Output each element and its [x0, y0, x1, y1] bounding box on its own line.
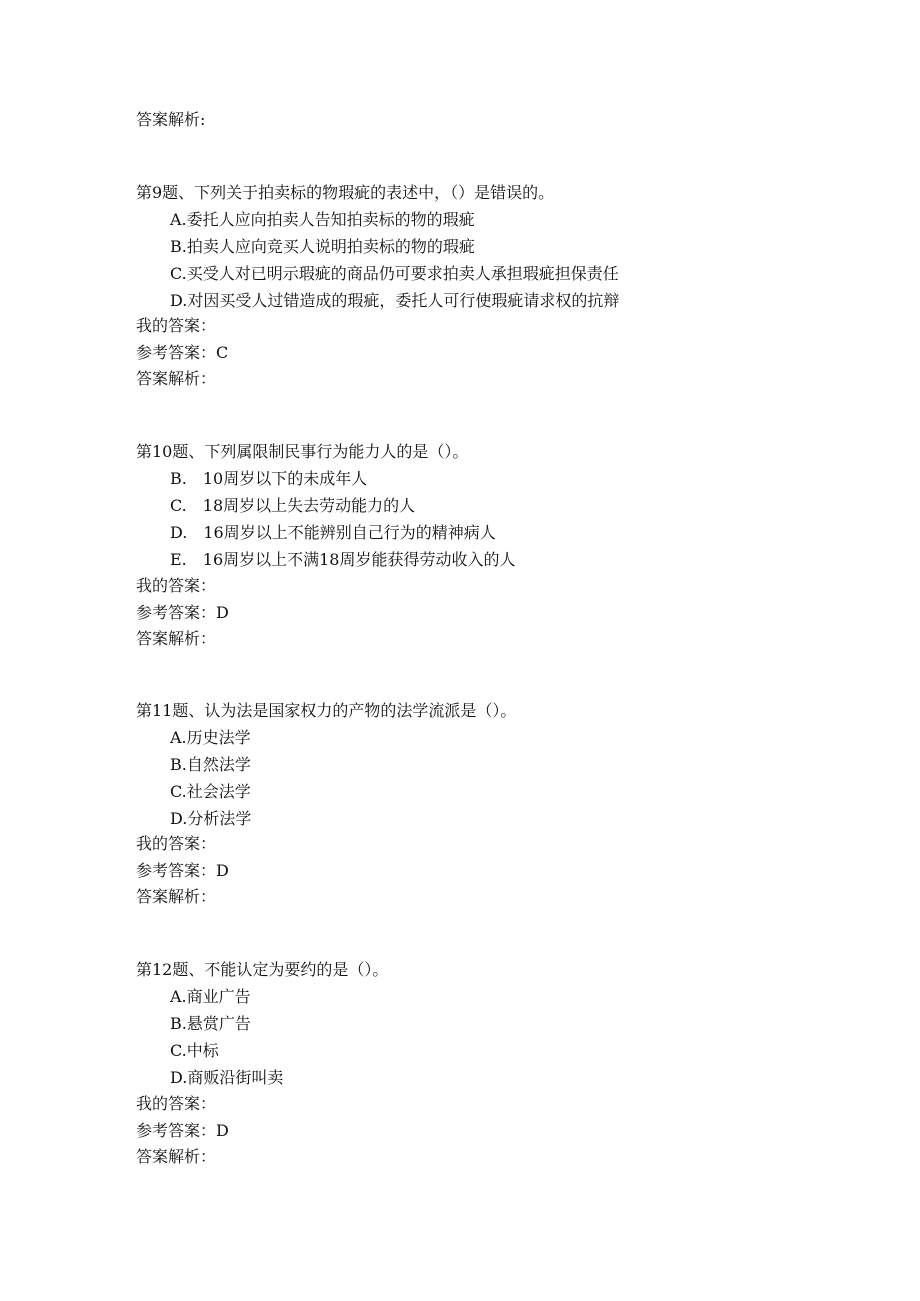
question-title: 第12题、不能认定为要约的是（）。 [136, 960, 389, 979]
question-option: A.历史法学 [170, 728, 251, 747]
reference-answer: 参考答案：D [136, 603, 229, 622]
question-option: B. 10周岁以下的未成年人 [170, 469, 368, 488]
question-option: C.买受人对已明示瑕疵的商品仍可要求拍卖人承担瑕疵担保责任 [170, 264, 619, 283]
question-title: 第9题、下列关于拍卖标的物瑕疵的表述中，（）是错误的。 [136, 183, 555, 202]
my-answer-label: 我的答案： [136, 316, 217, 335]
answer-analysis-label: 答案解析： [136, 1147, 217, 1166]
my-answer-label: 我的答案： [136, 1094, 217, 1113]
question-option: D.分析法学 [170, 809, 252, 828]
question-option: D.商贩沿街叫卖 [170, 1068, 284, 1087]
question-option: B.拍卖人应向竞买人说明拍卖标的物的瑕疵 [170, 237, 475, 256]
question-option: C.社会法学 [170, 782, 251, 801]
question-option: D.对因买受人过错造成的瑕疵，委托人可行使瑕疵请求权的抗辩 [170, 291, 620, 310]
intro-analysis-label: 答案解析: [136, 110, 206, 129]
answer-analysis-label: 答案解析： [136, 369, 217, 388]
question-option: B.悬赏广告 [170, 1014, 251, 1033]
question-option: C.中标 [170, 1041, 219, 1060]
reference-answer: 参考答案：D [136, 861, 229, 880]
question-title: 第11题、认为法是国家权力的产物的法学流派是（）。 [136, 701, 517, 720]
question-title: 第10题、下列属限制民事行为能力人的是（）。 [136, 442, 469, 461]
question-option: A.商业广告 [170, 987, 251, 1006]
question-option: B.自然法学 [170, 755, 251, 774]
answer-analysis-label: 答案解析： [136, 887, 217, 906]
my-answer-label: 我的答案： [136, 834, 217, 853]
question-option: E. 16周岁以上不满18周岁能获得劳动收入的人 [170, 550, 516, 569]
question-option: C. 18周岁以上失去劳动能力的人 [170, 496, 416, 515]
my-answer-label: 我的答案： [136, 576, 217, 595]
question-option: D. 16周岁以上不能辨别自己行为的精神病人 [170, 523, 496, 542]
question-option: A.委托人应向拍卖人告知拍卖标的物的瑕疵 [170, 210, 475, 229]
reference-answer: 参考答案：D [136, 1121, 229, 1140]
reference-answer: 参考答案：C [136, 343, 229, 362]
answer-analysis-label: 答案解析： [136, 629, 217, 648]
